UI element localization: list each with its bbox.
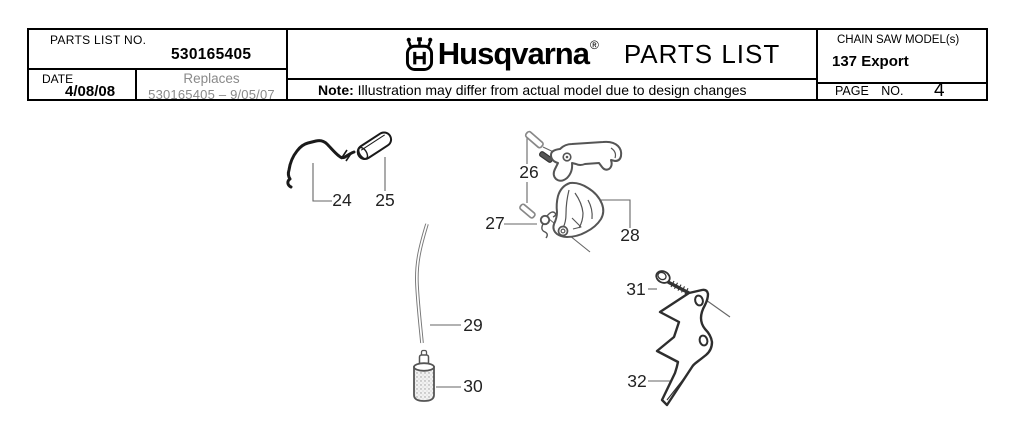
page-title: PARTS LIST — [623, 38, 781, 69]
callout-31: 31 — [626, 279, 646, 299]
model-label: CHAIN SAW MODEL(s) — [837, 34, 960, 46]
replaces-cell — [137, 70, 286, 101]
part-25-connector — [355, 130, 394, 162]
callout-29: 29 — [463, 315, 483, 335]
parts-list-no-box — [27, 28, 288, 101]
callout-32: 32 — [627, 371, 647, 391]
part-30-fuel-filter — [414, 351, 434, 402]
brand-row — [288, 30, 816, 80]
part-28-trigger-assembly — [551, 142, 621, 237]
model-row — [818, 30, 986, 84]
part-29-fuel-hose — [417, 224, 427, 343]
husqvarna-crown-h-icon — [404, 36, 435, 72]
lockout-lever — [551, 142, 621, 181]
model-page-box — [816, 28, 988, 101]
note-text: Illustration may differ from actual model due to design changes — [353, 82, 747, 98]
date-cell — [29, 70, 137, 101]
replaces-value: 530165405 – 9/05/07 — [148, 87, 275, 102]
callout-27: 27 — [485, 213, 505, 233]
parts-list-no-label: PARTS LIST NO. — [50, 33, 147, 47]
leader-24 — [313, 163, 332, 201]
date-replaces-row — [29, 70, 286, 101]
parts-list-no-value: 530165405 — [171, 46, 252, 63]
callout-30: 30 — [463, 376, 483, 396]
registered-trademark: ® — [589, 38, 599, 52]
replaces-label: Replaces — [183, 71, 240, 86]
pin-upper — [525, 131, 544, 149]
leader-28 — [601, 200, 630, 228]
callout-26: 26 — [519, 162, 539, 182]
brand-name: Husqvarna — [437, 36, 589, 71]
note-row — [288, 80, 816, 101]
parts-exploded-diagram — [0, 105, 1024, 435]
page-row — [818, 80, 986, 101]
title-box — [286, 28, 818, 101]
pin-lower — [519, 203, 536, 218]
parts-list-no-row — [29, 30, 286, 70]
leader-31-diagonal — [706, 300, 730, 317]
callout-25: 25 — [375, 190, 395, 210]
callout-24: 24 — [332, 190, 352, 210]
callout-labels — [332, 162, 646, 396]
part-31-screw — [654, 269, 689, 294]
page-number-value: 4 — [934, 80, 945, 101]
date-value: 4/08/08 — [65, 83, 116, 100]
callout-28: 28 — [620, 225, 640, 245]
page-number-label: PAGE NO. — [835, 84, 904, 98]
model-value: 137 Export — [832, 53, 909, 70]
date-label: DATE — [42, 72, 74, 86]
part-32-spiked-bumper — [657, 290, 712, 405]
brand-cluster — [404, 36, 781, 72]
note-label: Note: — [318, 82, 354, 98]
part-24-fuel-line — [288, 141, 354, 187]
